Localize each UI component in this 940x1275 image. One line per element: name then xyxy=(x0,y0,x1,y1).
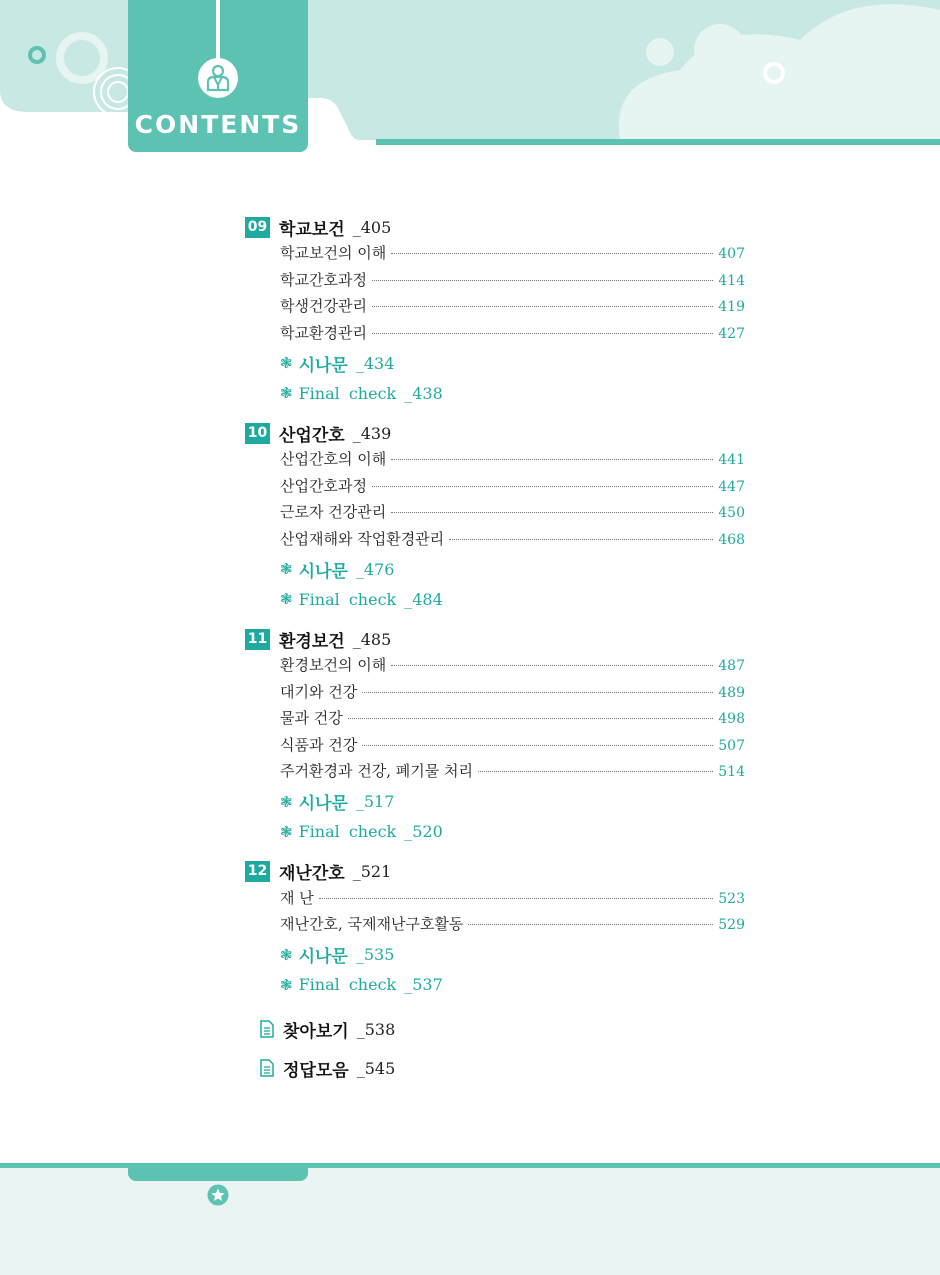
final-check-entry[interactable] xyxy=(280,817,745,847)
toc-entry[interactable] xyxy=(280,475,745,502)
toc-entry-page: 441 xyxy=(718,452,745,468)
toc-entry-page: 407 xyxy=(718,246,745,262)
flower-icon: ❃ xyxy=(280,822,293,841)
star-icon xyxy=(207,1184,229,1206)
doctor-icon xyxy=(198,58,238,98)
dot-leader xyxy=(372,333,713,334)
toc-entry-page: 523 xyxy=(718,890,745,907)
final-check-title: Final check xyxy=(298,383,397,403)
toc-entry-page: 514 xyxy=(718,764,745,780)
chapter-11 xyxy=(245,624,745,847)
scenario-title: 시나문 xyxy=(298,947,348,967)
flower-icon: ❃ xyxy=(280,945,293,964)
toc-entry[interactable] xyxy=(280,295,745,322)
footer-tab xyxy=(128,1163,308,1181)
toc-entry-label: 근로자 건강관리 xyxy=(280,503,387,521)
scenario-entry[interactable] xyxy=(280,940,745,970)
toc-entry-label: 산업간호의 이해 xyxy=(280,450,387,468)
scenario-page: _517 xyxy=(355,792,395,811)
flower-icon: ❃ xyxy=(280,590,293,608)
chapter-12 xyxy=(245,857,745,1000)
toc-entry-page: 414 xyxy=(718,272,745,289)
final-check-title: Final check xyxy=(298,822,397,841)
dot-leader xyxy=(372,306,713,307)
dot-leader xyxy=(372,280,713,281)
scenario-page: _434 xyxy=(355,353,395,373)
scenario-entry[interactable] xyxy=(280,787,745,817)
toc-entry-page: 450 xyxy=(718,505,745,521)
chapter-number: 12 xyxy=(245,861,270,882)
dot-leader xyxy=(391,253,713,254)
appendix-index[interactable] xyxy=(259,1010,745,1049)
appendix-page: _538 xyxy=(356,1019,396,1039)
toc-entry-label: 학교보건의 이해 xyxy=(280,244,387,262)
scenario-title: 시나문 xyxy=(298,355,348,376)
toc-entry-page: 489 xyxy=(718,684,745,701)
document-icon xyxy=(259,1059,275,1077)
chapter-heading[interactable] xyxy=(245,857,745,887)
tab-string xyxy=(216,0,220,62)
final-check-page: _537 xyxy=(404,975,443,994)
toc-entry[interactable] xyxy=(280,322,745,349)
chapter-page: _521 xyxy=(352,862,392,881)
flower-icon: ❃ xyxy=(280,975,293,994)
scenario-entry[interactable] xyxy=(280,348,745,378)
chapter-title: 학교보건 xyxy=(279,219,345,240)
scenario-page: _476 xyxy=(355,559,395,579)
toc-entry[interactable] xyxy=(280,913,745,940)
toc-entry[interactable] xyxy=(280,448,745,475)
toc-entry-label: 주거환경과 건강, 폐기물 처리 xyxy=(280,762,473,780)
flower-icon: ❃ xyxy=(280,384,293,402)
scenario-entry[interactable] xyxy=(280,554,745,584)
toc-entry-label: 학교환경관리 xyxy=(280,323,367,342)
toc-entry[interactable] xyxy=(280,528,745,555)
dot-leader xyxy=(362,745,713,746)
chapter-title: 재난간호 xyxy=(279,864,345,884)
scenario-page: _535 xyxy=(355,945,395,964)
appendix-page: _545 xyxy=(356,1058,396,1078)
toc-entry[interactable] xyxy=(280,734,745,761)
table-of-contents xyxy=(245,212,745,1088)
chapter-heading[interactable] xyxy=(245,212,745,242)
chapter-heading[interactable] xyxy=(245,624,745,654)
chapter-title: 산업간호 xyxy=(279,425,345,446)
dot-leader xyxy=(391,512,713,513)
final-check-page: _484 xyxy=(404,589,443,609)
appendix-answers[interactable] xyxy=(259,1049,745,1088)
dot-leader xyxy=(391,665,713,666)
dot-leader xyxy=(449,539,713,540)
toc-entry-page: 498 xyxy=(718,711,745,727)
final-check-title: Final check xyxy=(298,975,397,994)
chapter-page: _485 xyxy=(352,629,392,649)
flower-icon: ❃ xyxy=(280,560,293,578)
toc-entry[interactable] xyxy=(280,887,745,914)
toc-entry-label: 학생건강관리 xyxy=(280,297,367,315)
flower-icon: ❃ xyxy=(280,354,293,372)
dot-leader xyxy=(372,486,713,487)
chapter-number: 10 xyxy=(245,423,270,444)
final-check-entry[interactable] xyxy=(280,584,745,614)
dot-leader xyxy=(468,924,713,925)
chapter-09 xyxy=(245,212,745,408)
chapter-10 xyxy=(245,418,745,614)
chapter-page: _405 xyxy=(352,217,392,237)
toc-entry-page: 507 xyxy=(718,737,745,754)
final-check-page: _438 xyxy=(404,383,443,403)
final-check-entry[interactable] xyxy=(280,970,745,1000)
appendix-title: 정답모음 xyxy=(283,1060,349,1081)
toc-entry-label: 물과 건강 xyxy=(280,709,343,727)
toc-entry-label: 산업간호과정 xyxy=(280,476,367,495)
scenario-title: 시나문 xyxy=(298,561,348,582)
page-header xyxy=(0,0,940,150)
final-check-entry[interactable] xyxy=(280,378,745,408)
page-title: CONTENTS xyxy=(134,110,302,139)
toc-entry-label: 식품과 건강 xyxy=(280,735,358,754)
toc-entry-label: 재난간호, 국제재난구호활동 xyxy=(280,915,464,933)
chapter-title: 환경보건 xyxy=(279,631,345,652)
toc-entry[interactable] xyxy=(280,654,745,681)
toc-entry-page: 468 xyxy=(718,531,745,548)
toc-entry-page: 419 xyxy=(718,299,745,315)
final-check-page: _520 xyxy=(404,822,443,841)
flower-icon: ❃ xyxy=(280,792,293,811)
toc-entry-label: 학교간호과정 xyxy=(280,270,367,289)
toc-entry-label: 환경보건의 이해 xyxy=(280,656,387,674)
toc-entry-label: 재 난 xyxy=(280,888,314,907)
chapter-page: _439 xyxy=(352,423,392,443)
toc-entry-page: 487 xyxy=(718,658,745,674)
toc-entry[interactable] xyxy=(280,269,745,296)
toc-entry-page: 529 xyxy=(718,917,745,933)
toc-entry-page: 427 xyxy=(718,325,745,342)
toc-entry[interactable] xyxy=(280,242,745,269)
scenario-title: 시나문 xyxy=(298,794,348,814)
toc-entry[interactable] xyxy=(280,501,745,528)
toc-entry-label: 산업재해와 작업환경관리 xyxy=(280,529,445,548)
dot-leader xyxy=(391,459,713,460)
toc-entry[interactable] xyxy=(280,681,745,708)
dot-leader xyxy=(478,771,713,772)
contents-tab xyxy=(128,0,308,152)
appendix-title: 찾아보기 xyxy=(283,1021,349,1042)
document-icon xyxy=(259,1020,275,1038)
dot-leader xyxy=(362,692,713,693)
toc-entry-label: 대기와 건강 xyxy=(280,682,358,701)
toc-entry-page: 447 xyxy=(718,478,745,495)
chapter-number: 09 xyxy=(245,217,270,238)
toc-entry[interactable] xyxy=(280,707,745,734)
dot-leader xyxy=(319,898,714,899)
chapter-heading[interactable] xyxy=(245,418,745,448)
final-check-title: Final check xyxy=(298,589,397,609)
doctor-badge xyxy=(198,58,238,98)
toc-entry[interactable] xyxy=(280,760,745,787)
page-footer xyxy=(0,1163,940,1275)
dot-leader xyxy=(348,718,714,719)
chapter-number: 11 xyxy=(245,629,270,650)
